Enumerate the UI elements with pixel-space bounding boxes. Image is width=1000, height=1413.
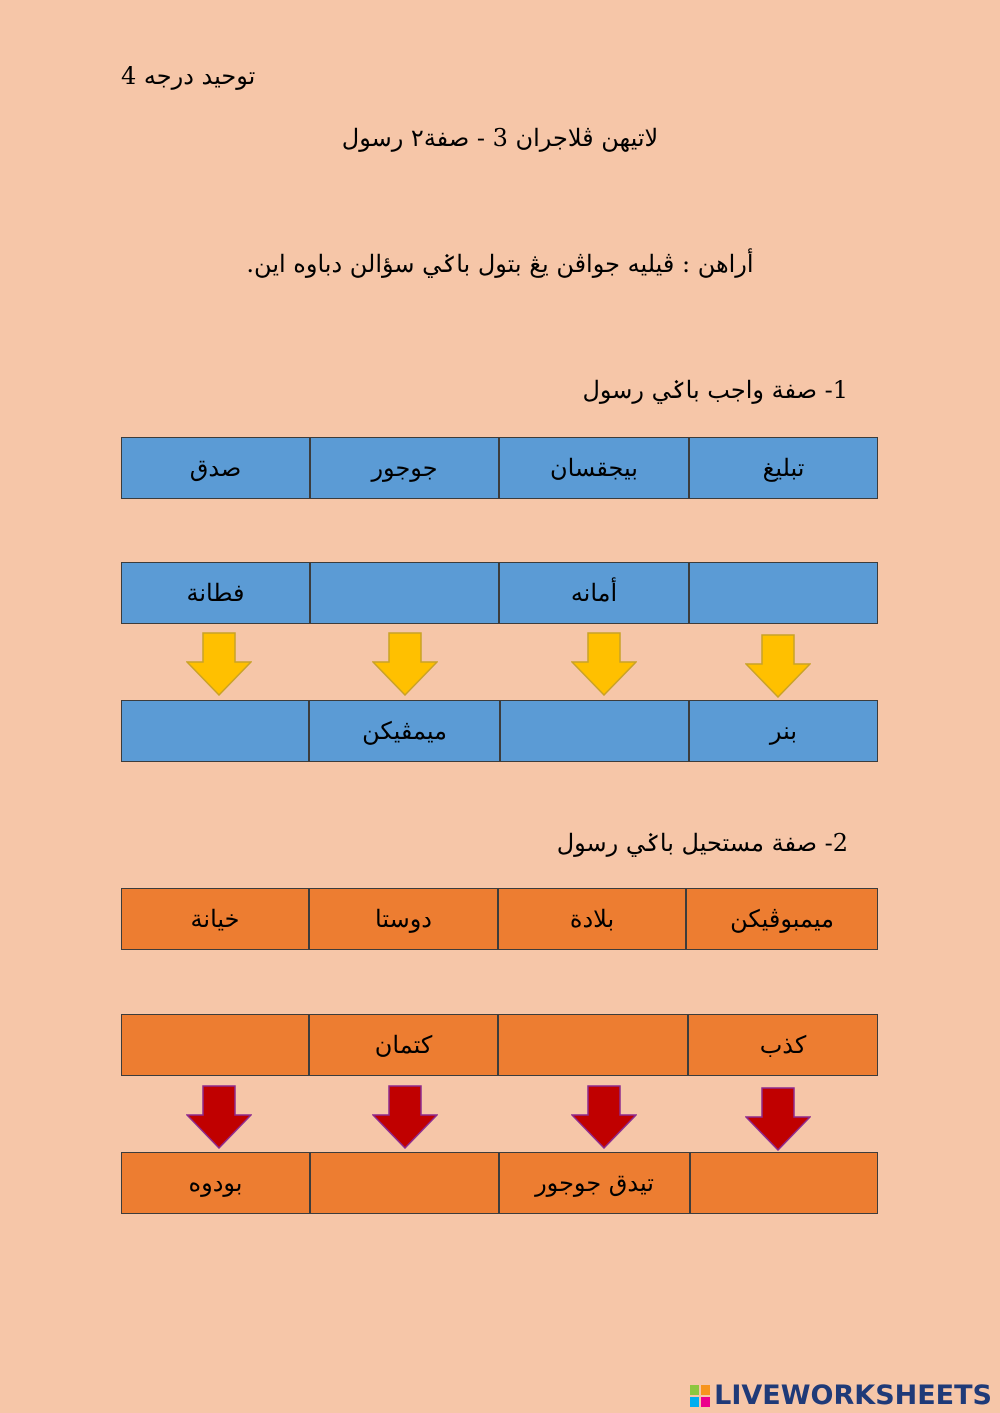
section2-row2 xyxy=(121,1014,878,1076)
section1-row1 xyxy=(121,437,878,499)
s1-row2-cell-2: أمانه xyxy=(499,562,689,624)
s1-row3-cell-1: بنر xyxy=(689,700,878,762)
s2-row2-answer-4[interactable] xyxy=(121,1014,309,1076)
down-arrow-icon xyxy=(186,1085,252,1149)
s1-row3-cell-3: ميمڤيكن xyxy=(309,700,500,762)
s2-row3-answer-1[interactable] xyxy=(690,1152,878,1214)
s2-row2-cell-1: كذب xyxy=(688,1014,878,1076)
down-arrow-icon xyxy=(372,632,438,696)
section2-heading: 2- صفة مستحيل باݢي رسول xyxy=(556,829,848,857)
s2-row2-cell-3: كتمان xyxy=(309,1014,498,1076)
s1-row2-answer-1[interactable] xyxy=(689,562,878,624)
logo-text: LIVEWORKSHEETS xyxy=(714,1380,992,1411)
s1-row3-answer-2[interactable] xyxy=(500,700,689,762)
s2-row1-cell-1: ميمبوڤيكن xyxy=(686,888,878,950)
liveworksheets-logo xyxy=(689,1380,992,1411)
section1-row3 xyxy=(121,700,878,762)
logo-icon xyxy=(689,1384,711,1408)
s2-row2-answer-2[interactable] xyxy=(498,1014,688,1076)
s1-row2-answer-3[interactable] xyxy=(310,562,499,624)
s1-row1-cell-2: بيجقسان xyxy=(499,437,689,499)
s1-row1-cell-4: صدق xyxy=(121,437,310,499)
s1-row2-cell-4: فطانة xyxy=(121,562,310,624)
down-arrow-icon xyxy=(571,1085,637,1149)
down-arrow-icon xyxy=(186,632,252,696)
down-arrow-icon xyxy=(372,1085,438,1149)
section1-heading: 1- صفة واجب باݢي رسول xyxy=(582,376,848,404)
down-arrow-icon xyxy=(745,634,811,698)
page-title: لاتيهن ڤلاجران 3 - صفة٢ رسول xyxy=(341,124,659,152)
s2-row1-cell-2: بلادة xyxy=(498,888,686,950)
section2-row1 xyxy=(121,888,878,950)
s1-row3-answer-4[interactable] xyxy=(121,700,309,762)
grade-label: توحيد درجه 4 xyxy=(121,62,256,90)
section1-row2 xyxy=(121,562,878,624)
s2-row1-cell-4: خيانة xyxy=(121,888,309,950)
s2-row3-cell-4: بودوه xyxy=(121,1152,310,1214)
section2-row3 xyxy=(121,1152,878,1214)
s1-row1-cell-3: جوجور xyxy=(310,437,499,499)
s1-row1-cell-1: تبليغ xyxy=(689,437,878,499)
s2-row3-answer-3[interactable] xyxy=(310,1152,499,1214)
s2-row1-cell-3: دوستا xyxy=(309,888,498,950)
s2-row3-cell-2: تيدق جوجور xyxy=(499,1152,690,1214)
instruction-text: أراهن : ڤيليه جواڤن يڠ بتول باݢي سؤالن دباوه اين. xyxy=(246,250,754,278)
down-arrow-icon xyxy=(745,1087,811,1151)
down-arrow-icon xyxy=(571,632,637,696)
